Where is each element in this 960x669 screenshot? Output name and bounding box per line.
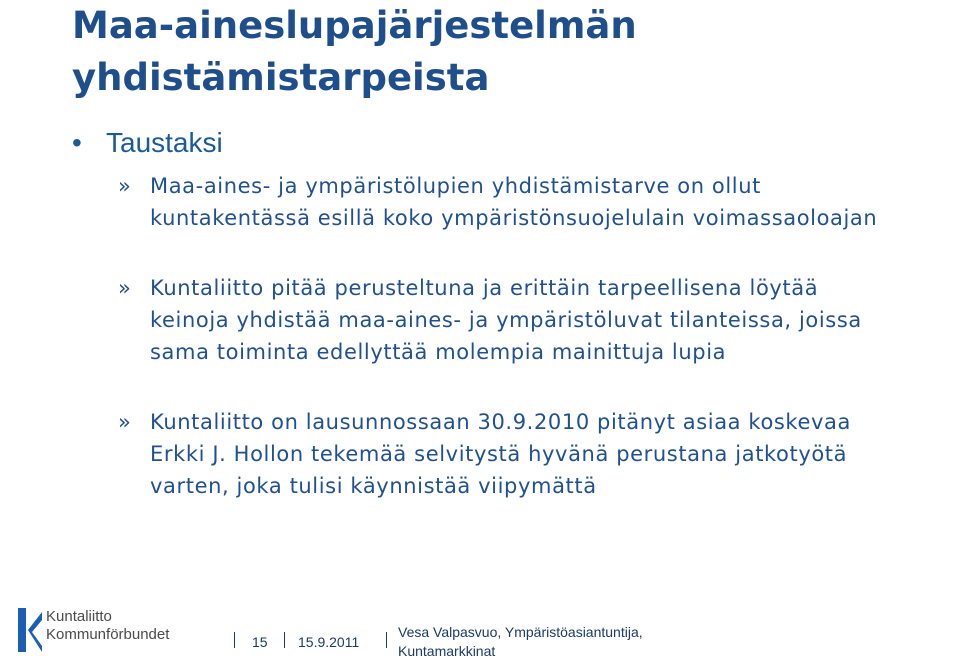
bullet-marker: • [72, 127, 82, 158]
kuntaliitto-logo [16, 604, 206, 654]
sub-item-marker: » [118, 276, 132, 300]
footer-divider [386, 632, 387, 648]
sub-item [118, 406, 898, 502]
sub-item [118, 170, 898, 234]
page-number: 15 [252, 634, 268, 650]
logo-line2: Kommunförbundet [46, 626, 170, 643]
footer-divider [234, 632, 235, 648]
slide-title: Maa-aineslupajärjestelmän yhdistämistarpeista [72, 4, 637, 99]
footer-author: Vesa Valpasvuo, Ympäristöasiantuntija, [398, 624, 643, 640]
main-bullet [72, 126, 223, 160]
logo-mark-icon [16, 606, 46, 654]
bullet-text: Taustaksi [106, 127, 223, 158]
logo-line1: Kuntaliitto [46, 608, 112, 625]
footer-divider [284, 632, 285, 648]
sub-item-marker: » [118, 174, 132, 198]
sub-item-text: Maa-aines- ja ympäristölupien yhdistämistarve on ollut kuntakentässä esillä koko ympäristönsuojelulain voimassaoloajan [150, 174, 878, 230]
sub-item [118, 272, 898, 368]
sub-item-text: Kuntaliitto on lausunnossaan 30.9.2010 pitänyt asiaa koskevaa Erkki J. Hollon tekemää selvitystä hyvänä perustana jatkotyötä varten, joka tulisi käynnistää viipymättä [150, 410, 851, 498]
sub-item-marker: » [118, 410, 132, 434]
footer-event: Kuntamarkkinat [398, 643, 496, 659]
sub-item-text: Kuntaliitto pitää perusteltuna ja erittäin tarpeellisena löytää keinoja yhdistää maa-aines- ja ympäristöluvat tilanteissa, joissa sama toiminta edellyttää molempia mainittuja lupia [150, 276, 862, 364]
footer-date: 15.9.2011 [298, 634, 360, 650]
